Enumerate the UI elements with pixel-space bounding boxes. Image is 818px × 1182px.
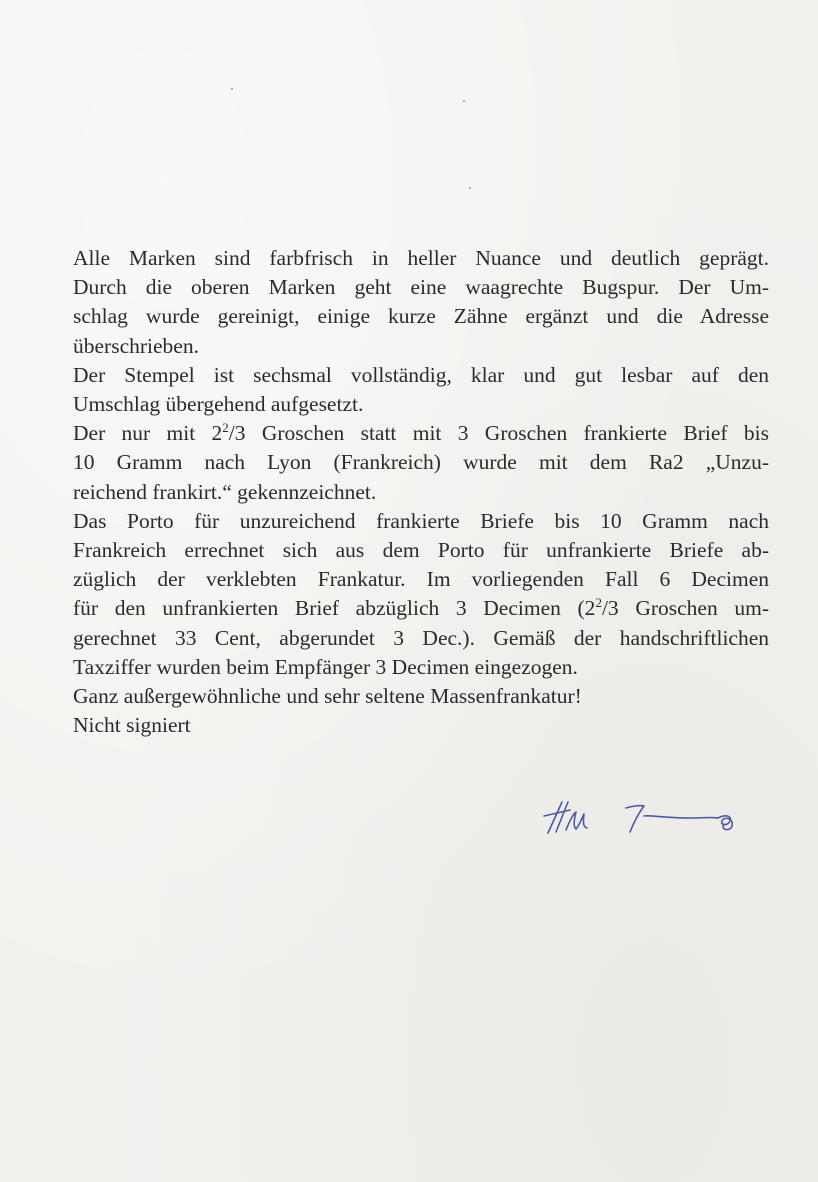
text-line: schlag wurde gereinigt, einige kurze Zähne ergänzt und die Adresse xyxy=(73,304,769,329)
fraction-numerator: 2 xyxy=(222,420,229,436)
text-line: reichend frankirt.“ gekennzeichnet. xyxy=(73,479,377,504)
fraction-denominator: /3 xyxy=(601,596,619,621)
fraction-numerator: 2 xyxy=(595,595,602,611)
text-line: Frankreich errechnet sich aus dem Porto für unfrankierte Briefe ab- xyxy=(73,538,769,563)
text-segment: für den unfrankierten Brief abzüglich 3 Decimen (2 xyxy=(73,596,596,621)
text-segment: Der nur mit 2 xyxy=(73,421,223,446)
text-line xyxy=(73,594,769,623)
text-line: Umschlag übergehend aufgesetzt. xyxy=(73,392,364,417)
text-line: Alle Marken sind farbfrisch in heller Nuance und deutlich geprägt. xyxy=(73,246,769,270)
text-line: Ganz außergewöhnliche und sehr seltene Massenfrankatur! xyxy=(73,684,582,709)
fraction-denominator: /3 xyxy=(228,421,246,446)
text-line: Taxziffer wurden beim Empfänger 3 Decimen eingezogen. xyxy=(73,654,578,679)
text-segment: Groschen um- xyxy=(618,596,769,621)
paper-speck xyxy=(469,187,471,189)
text-line: Nicht signiert xyxy=(73,713,191,738)
handwritten-signature xyxy=(540,796,750,844)
paper-speck xyxy=(231,88,233,90)
text-line: 10 Gramm nach Lyon (Frankreich) wurde mit dem Ra2 „Unzu- xyxy=(73,450,769,475)
text-line: Der Stempel ist sechsmal vollständig, klar und gut lesbar auf den xyxy=(73,362,769,387)
text-line: Durch die oberen Marken geht eine waagrechte Bugspur. Der Um- xyxy=(73,275,769,300)
text-line: Das Porto für unzureichend frankierte Briefe bis 10 Gramm nach xyxy=(73,508,769,533)
certificate-text xyxy=(73,244,769,740)
text-line: züglich der verklebten Frankatur. Im vorliegenden Fall 6 Decimen xyxy=(73,567,769,592)
paper-speck xyxy=(463,100,465,102)
text-segment: Groschen statt mit 3 Groschen frankierte Brief bis xyxy=(245,421,769,446)
text-line xyxy=(73,419,769,448)
text-line: überschrieben. xyxy=(73,333,199,358)
text-line: gerechnet 33 Cent, abgerundet 3 Dec.). Gemäß der handschriftlichen xyxy=(73,625,769,650)
